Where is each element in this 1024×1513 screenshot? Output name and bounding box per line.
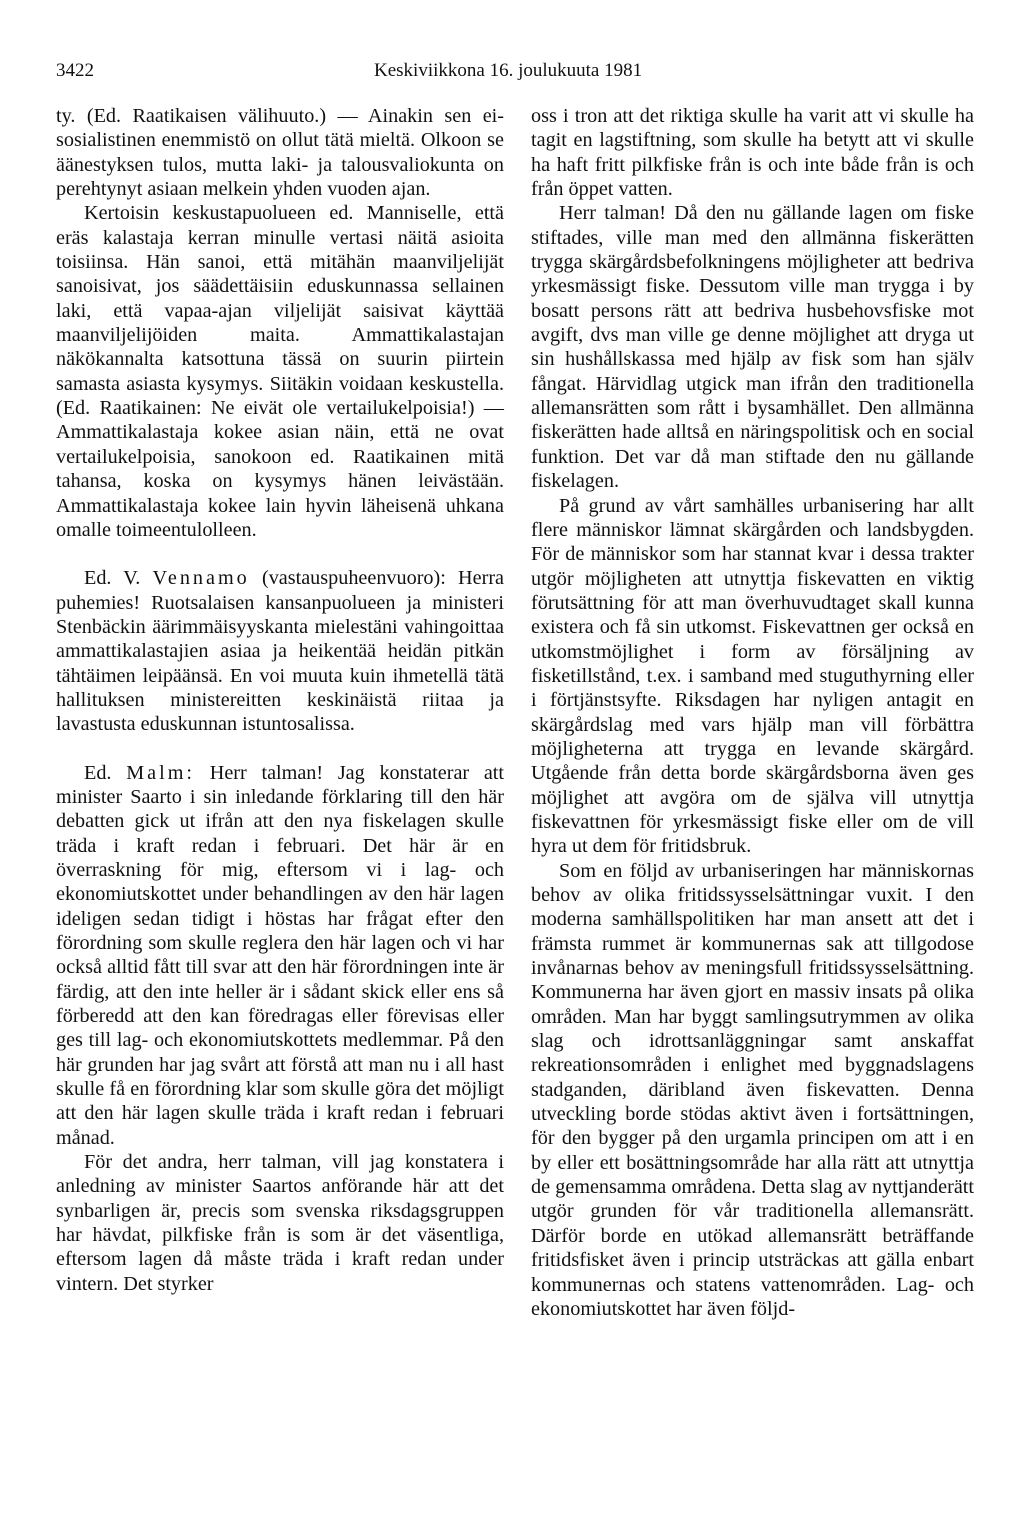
speech-text: Herr talman! Jag konstaterar att minister Saarto i sin inledande förklaring till den här debatten gick ut ifrån att den nya fiskelagen skulle träda i kraft redan i februari. Det här är en överraskning för mig, eftersom vi i lag- och ekonomiutskottet under behandlingen av den här lagen ideligen sedan tidigt i höstas har frågat efter den förordning som skulle reglera den här lagen och vi har också alltid fått till svar att den här förordningen inte är färdig, att den inte heller är i sådant skick eller ens så förberedd att den kan föredragas eller förevisas eller ges till lag- och ekonomiutskottets medlemmar. På den här grunden har jag svårt att förstå att man nu i all hast skulle få en förordning klar som skulle göra det möjligt att den här lagen skulle träda i kraft redan i februari månad. bbox=[56, 761, 505, 1149]
paragraph: Som en följd av urbaniseringen har människornas behov av olika fritidssysselsättningar vuxit. I den moderna samhällspolitiken har man ansett att det i främsta rummet är kommunernas sak att tillgodose invånarnas behov av meningsfull fritidssysselsättning. Kommunerna har även gjort en massiv insats på olika områden. Man har byggt samlingsutrymmen av olika slag och idrottsanläggningar samt anskaffat rekreationsområden i enlighet med byggnadslagens stadganden, däribland även fiskevatten. Denna utveckling borde stödas aktivt även i fortsättningen, för den bygger på den urgamla principen om att i en by eller ett bosättningsområde har alla rätt att utnyttja de gemensamma områdena. Detta slag av nyttjanderätt utgör grunden för vår traditionella allemansrätt. Därför borde en utökad allemansrätt beträffande fritidsfisket även i princip utsträckas att gälla enbart kommunernas och statens vattenområden. Lag- och ekonomiutskottet har även följd- bbox=[531, 859, 974, 1320]
paragraph: På grund av vårt samhälles urbanisering har allt flere människor lämnat skärgården och landsbygden. För de människor som har stannat kvar i dessa trakter utgör möjligheten att utnyttja fiskevatten en viktig förutsättning för att man överhuvudtaget skall kunna existera och få sin utkomst. Fiskevattnen ger också en utkomstmöjlighet i form av försäljning av fisketillstånd, t.ex. i samband med stuguthyrning eller i förtjänstsyfte. Riksdagen har nyligen antagit en skärgårdslag med vars hjälp man vill förbättra möjligheterna att trygga en levande skärgård. Utgående från detta borde skärgårdsborna även ges möjlighet att avgöra om de själva vill utnyttja fiskevattnen för yrkesmässigt fiske eller om de vill hyra ut dem för fritidsbruk. bbox=[531, 494, 974, 858]
paragraph: oss i tron att det riktiga skulle ha varit att vi skulle ha tagit en lagstiftning, som skulle ha betytt att vi skulle ha haft fritt pilkfiske från is och inte både från is och från öppet vatten. bbox=[531, 105, 974, 201]
paragraph: Kertoisin keskustapuolueen ed. Manniselle, että eräs kalastaja kerran minulle vertasi näitä asioita toisiinsa. Hän sanoi, että mitähän maanviljelijät sanoisivat, jos säädettäisiin eduskunnassa sellainen laki, että vapaa-ajan viljelijät saisivat käyttää maanviljelijöiden maita. Ammattikalastajan näkökannalta katsottuna tässä on suurin piirtein samasta asiasta kysymys. Siitäkin voidaan keskustella. (Ed. Raatikainen: Ne eivät ole vertailukelpoisia!) — Ammattikalastaja kokee asian näin, että ne ovat vertailukelpoisia, sanokoon ed. Raatikainen mitä tahansa, koska on kysymys hänen leivästään. Ammattikalastaja kokee lain hyvin läheisenä uhkana omalle toimeentulolleen. bbox=[56, 202, 504, 541]
speech-vennamo bbox=[56, 566, 504, 736]
speaker-name: Vennamo bbox=[152, 567, 250, 590]
page-number: 3422 bbox=[56, 60, 94, 81]
paragraph: För det andra, herr talman, vill jag konstatera i anledning av minister Saartos anförande här att det synbarligen är, precis som svenska riksdagsgruppen har hävdat, pilkfiske från is som är det väsentliga, eftersom lagen då måste träda i kraft redan under vintern. Det styrker bbox=[56, 1151, 504, 1295]
speaker-prefix: Ed. V. bbox=[84, 567, 141, 590]
right-column bbox=[531, 104, 974, 1321]
session-date: Keskiviikkona 16. joulukuuta 1981 bbox=[374, 60, 643, 81]
speaker-prefix: Ed. bbox=[84, 761, 112, 784]
speech-text: (vastauspuheenvuoro): Herra puhemies! Ruotsalaisen kansanpuolueen ja ministeri Stenbäckin äärimmäisyyskanta mielestäni vahingoittaa ammattikalastajien asiaa ja heikentää heidän pitkän tähtäimen leipäänsä. En voi muuta kuin ihmetellä tätä hallituksen ministereitten keskinäistä riitaa ja lavastusta eduskunnan istuntosalissa. bbox=[56, 567, 504, 736]
left-column bbox=[56, 104, 504, 1296]
speech-malm bbox=[56, 761, 504, 1151]
paragraph: Herr talman! Då den nu gällande lagen om fiske stiftades, ville man med den allmänna fiskerätten trygga skärgårdsbefolkningens möjligheter att bedriva yrkesmässigt fiske. Dessutom ville man trygga i by bosatt persons rätt att bedriva husbehovsfiske mot avgift, dvs man ville ge denne möjlighet att dryga ut sin hushållskassa med hjälp av fisk som han själv fångat. Härvidlag utgick man ifrån den traditionella allemansrätten som rått i bysamhället. Den allmänna fiskerätten hade alltså en näringspolitisk och en social funktion. Det var då man stiftade den nu gällande fiskelagen. bbox=[531, 202, 974, 493]
paragraph: ty. (Ed. Raatikaisen välihuuto.) — Ainakin sen ei-sosialistinen enemmistö on ollut tätä mieltä. Olkoon se äänestyksen tulos, mutta laki- ja talousvaliokunta on perehtynyt asiaan melkein yhden vuoden ajan. bbox=[56, 105, 504, 201]
page-header bbox=[56, 60, 968, 90]
speaker-name: Malm: bbox=[126, 761, 196, 784]
